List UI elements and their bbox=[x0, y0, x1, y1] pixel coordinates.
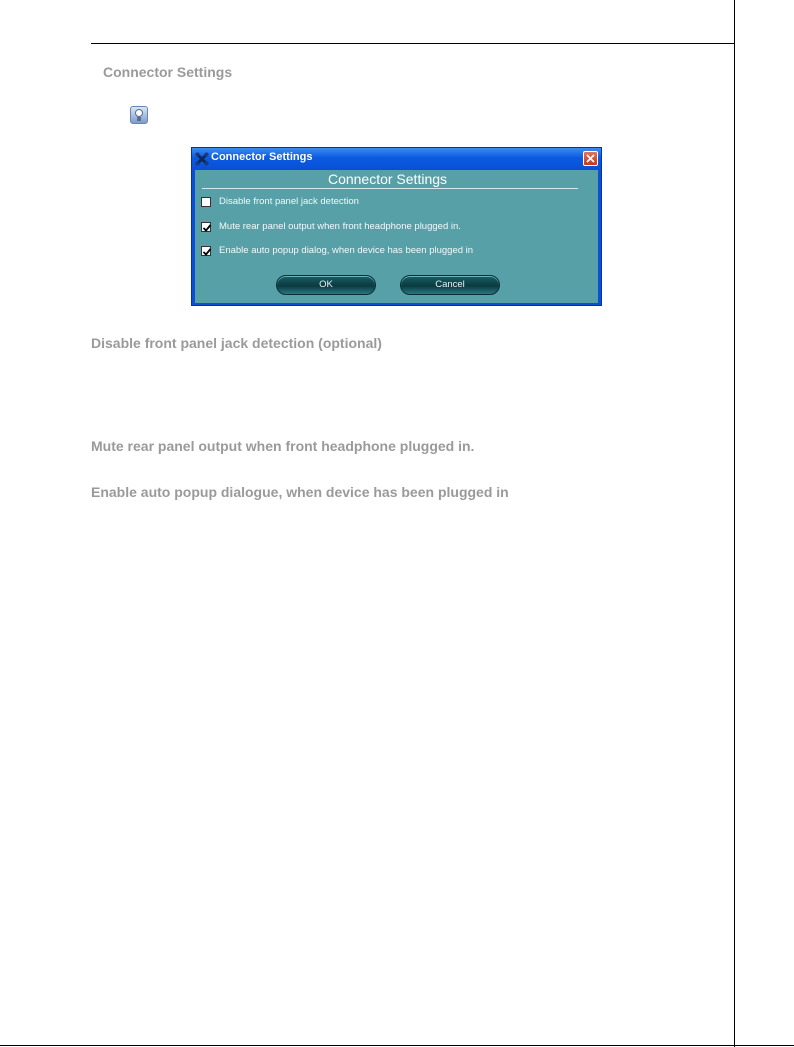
connector-settings-dialog bbox=[191, 147, 602, 306]
cancel-button-label: Cancel bbox=[435, 279, 465, 290]
checkbox-auto-popup[interactable] bbox=[201, 246, 211, 256]
bottom-rule bbox=[0, 1045, 794, 1046]
item-heading-mute-rear-output: Mute rear panel output when front headphone plugged in. bbox=[91, 438, 475, 454]
cancel-button[interactable] bbox=[400, 275, 500, 295]
ok-button-label: OK bbox=[319, 279, 333, 290]
section-title: Connector Settings bbox=[103, 64, 233, 80]
dialog-heading: Connector Settings bbox=[327, 171, 448, 187]
dialog-window-title: Connector Settings bbox=[211, 151, 313, 163]
app-icon bbox=[195, 152, 209, 166]
checkmark-icon bbox=[202, 223, 212, 233]
option-label: Enable auto popup dialog, when device has been plugged in bbox=[219, 245, 474, 256]
checkmark-icon bbox=[202, 247, 212, 257]
checkbox-disable-jack-detection[interactable] bbox=[201, 197, 211, 207]
tip-lightbulb-icon bbox=[130, 106, 148, 124]
dialog-body bbox=[195, 170, 598, 303]
option-label: Disable front panel jack detection bbox=[219, 196, 359, 207]
close-icon bbox=[586, 154, 595, 163]
item-heading-disable-jack-detection: Disable front panel jack detection (optional) bbox=[91, 335, 382, 351]
heading-divider bbox=[202, 188, 578, 189]
top-rule bbox=[91, 43, 735, 44]
ok-button[interactable] bbox=[276, 275, 376, 295]
item-heading-auto-popup: Enable auto popup dialogue, when device has been plugged in bbox=[91, 484, 509, 500]
checkbox-mute-rear-output[interactable] bbox=[201, 222, 211, 232]
close-button[interactable] bbox=[583, 151, 598, 166]
option-label: Mute rear panel output when front headphone plugged in. bbox=[219, 221, 461, 232]
dialog-titlebar[interactable] bbox=[192, 148, 601, 170]
right-margin-rule bbox=[734, 0, 735, 1047]
